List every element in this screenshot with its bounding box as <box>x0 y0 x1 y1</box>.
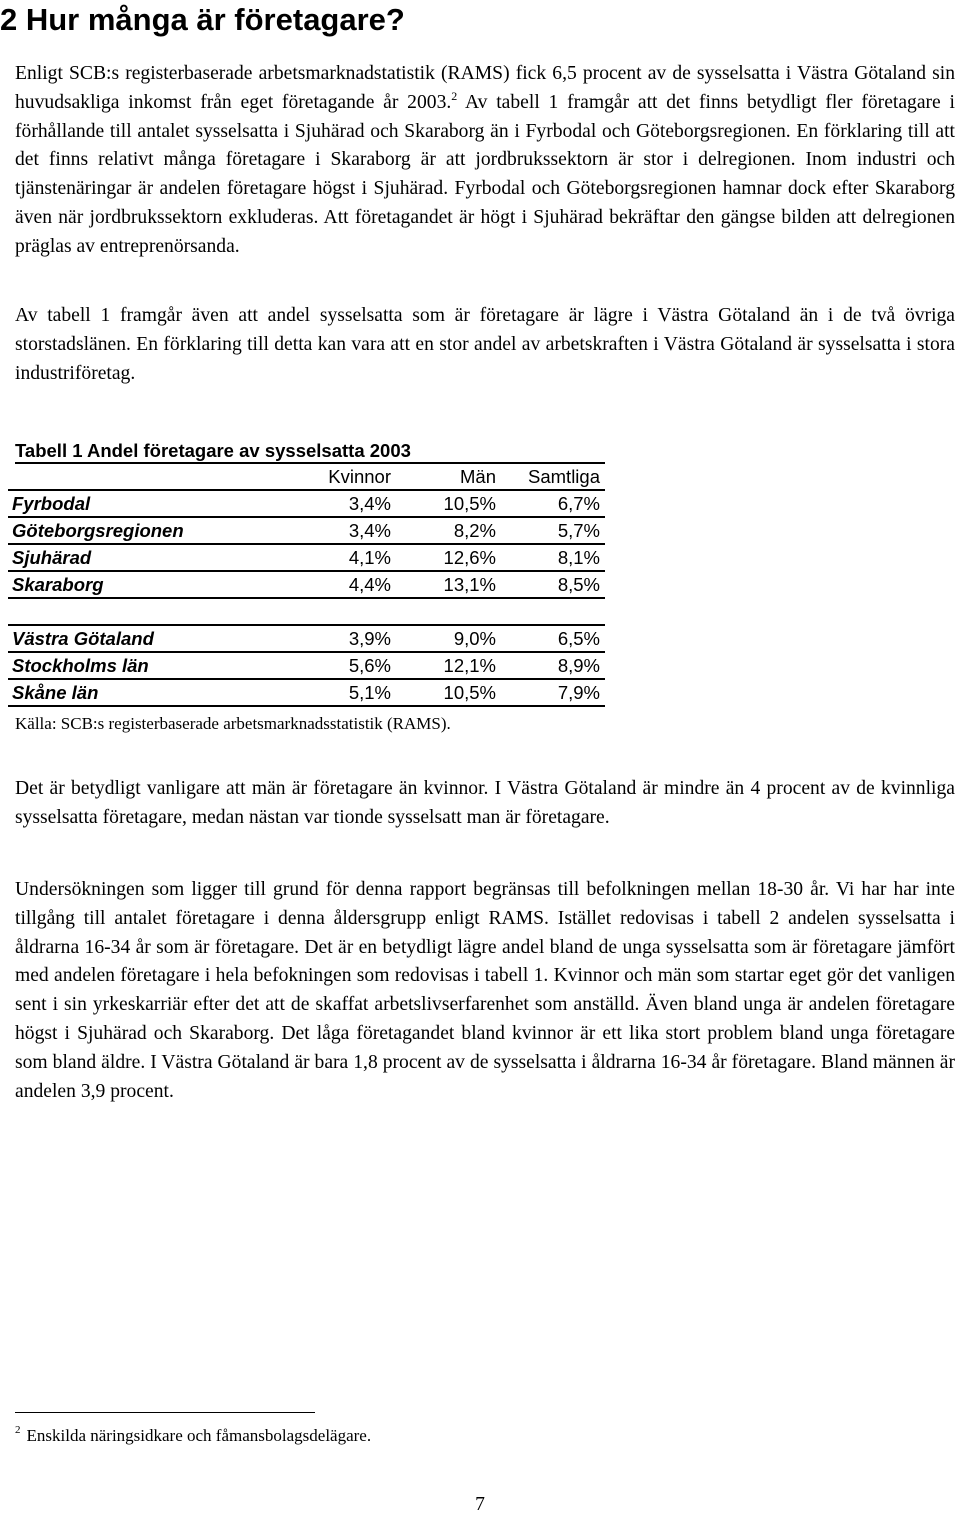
cell-samtliga: 7,9% <box>557 682 600 703</box>
footnote-number: 2 <box>15 1424 21 1436</box>
table-title: Tabell 1 Andel företagare av sysselsatta 2003 <box>15 438 605 464</box>
cell-samtliga: 6,5% <box>557 628 600 649</box>
row-label: Skåne län <box>12 682 99 703</box>
cell-samtliga: 8,1% <box>557 547 600 568</box>
table-source: Källa: SCB:s registerbaserade arbetsmarknadsstatistik (RAMS). <box>15 714 451 733</box>
cell-kvinnor: 3,4% <box>348 493 391 514</box>
footnote-separator <box>15 1412 315 1413</box>
page-number: 7 <box>475 1494 485 1515</box>
cell-kvinnor: 4,4% <box>348 574 391 595</box>
cell-kvinnor: 3,9% <box>348 628 391 649</box>
cell-man: 12,1% <box>443 655 496 676</box>
row-label: Sjuhärad <box>12 547 92 568</box>
column-header-man: Män <box>460 466 496 487</box>
table-row <box>8 546 605 572</box>
cell-man: 13,1% <box>443 574 496 595</box>
table-row <box>8 573 605 599</box>
paragraph-young: Undersökningen som ligger till grund för denna rapport begränsas till befolkningen mellan 18-30 år. Vi har har inte tillgång till antalet företagare i denna åldersgrupp enligt RAMS. Istället redovisas i tabell 2 andelen sysselsatta i åldrarna 16-34 år som är företagare. Det är en betydligt lägre andel bland de unga sysselsatta som är företagare jämfört med andelen företagare i hela befokningen som redovisas i tabell 1. Kvinnor och män som startar eget gör det vanligen sent i sin yrkeskarriär efter det att de skaffat arbetslivserfarenhet som anställd. Även bland unga är andelen företagare högst i Sjuhärad och Skaraborg. Det låga företagandet bland kvinnor är ett lika stort problem bland unga företagare som bland äldre. I Västra Götaland är bara 1,8 procent av de sysselsatta i åldrarna 16-34 år företagare. Bland männen är andelen 3,9 procent. <box>15 879 955 1102</box>
cell-kvinnor: 5,1% <box>348 682 391 703</box>
row-label: Stockholms län <box>12 655 149 676</box>
column-header-samtliga: Samtliga <box>528 466 600 487</box>
table-spacer-row <box>8 600 605 626</box>
cell-samtliga: 5,7% <box>557 520 600 541</box>
table-row <box>8 492 605 518</box>
column-header-kvinnor: Kvinnor <box>328 466 391 487</box>
section-heading: 2 Hur många är företagare? <box>0 2 405 37</box>
cell-man: 10,5% <box>443 682 496 703</box>
cell-man: 10,5% <box>443 493 496 514</box>
paragraph-intro-text-b: Av tabell 1 framgår att det finns betydligt fler företagare i förhållande till antalet sysselsatta i Sjuhärad och Skaraborg än i Fyrbodal och Göteborgsregionen. En förklaring till att det finns relativt många företagare i Skaraborg är att jordbrukssektorn är stor i delregionen. Inom industri och tjänstenäringar är andelen företagare högst i Sjuhärad. Fyrbodal och Göteborgsregionen hamnar dock efter Skaraborg även när jordbrukssektorn exkluderas. Att företagandet är högt i Sjuhärad bekräftar den gängse bilden att delregionen präglas av entreprenörsanda. <box>15 91 955 257</box>
row-label: Göteborgsregionen <box>12 520 184 541</box>
table-header-row <box>8 465 605 491</box>
cell-samtliga: 8,5% <box>557 574 600 595</box>
cell-kvinnor: 5,6% <box>348 655 391 676</box>
paragraph-storstadslan: Av tabell 1 framgår även att andel sysselsatta som är företagare är lägre i Västra Götaland än i de två övriga storstadslänen. En förklaring till detta kan vara att en stor andel av arbetskraften i Västra Götaland är sysselsatta i stora industriföretag. <box>15 305 955 384</box>
row-label: Skaraborg <box>12 574 104 595</box>
table-row <box>8 519 605 545</box>
cell-man: 8,2% <box>453 520 496 541</box>
table-row <box>8 654 605 680</box>
paragraph-gender: Det är betydligt vanligare att män är företagare än kvinnor. I Västra Götaland är mindre än 4 procent av de kvinnliga sysselsatta företagare, medan nästan var tionde sysselsatt man är företagare. <box>15 778 955 828</box>
cell-samtliga: 6,7% <box>557 493 600 514</box>
cell-kvinnor: 3,4% <box>348 520 391 541</box>
cell-man: 9,0% <box>453 628 496 649</box>
table-row <box>8 627 605 653</box>
cell-samtliga: 8,9% <box>557 655 600 676</box>
footnote <box>15 1424 371 1448</box>
cell-man: 12,6% <box>443 547 496 568</box>
cell-kvinnor: 4,1% <box>348 547 391 568</box>
paragraph-intro <box>15 60 955 262</box>
footnote-text: Enskilda näringsidkare och fåmansbolagsdelägare. <box>26 1426 372 1445</box>
row-label: Västra Götaland <box>12 628 154 649</box>
paragraph-intro-text-a: Enligt SCB:s registerbaserade arbetsmarknadstatistik (RAMS) fick 6,5 procent av de sysselsatta i Västra Götaland sin huvudsakliga inkomst från eget företagande år 2003. <box>15 63 955 113</box>
table-row <box>8 681 605 707</box>
footnote-reference: 2 <box>451 88 458 103</box>
row-label: Fyrbodal <box>12 493 91 514</box>
